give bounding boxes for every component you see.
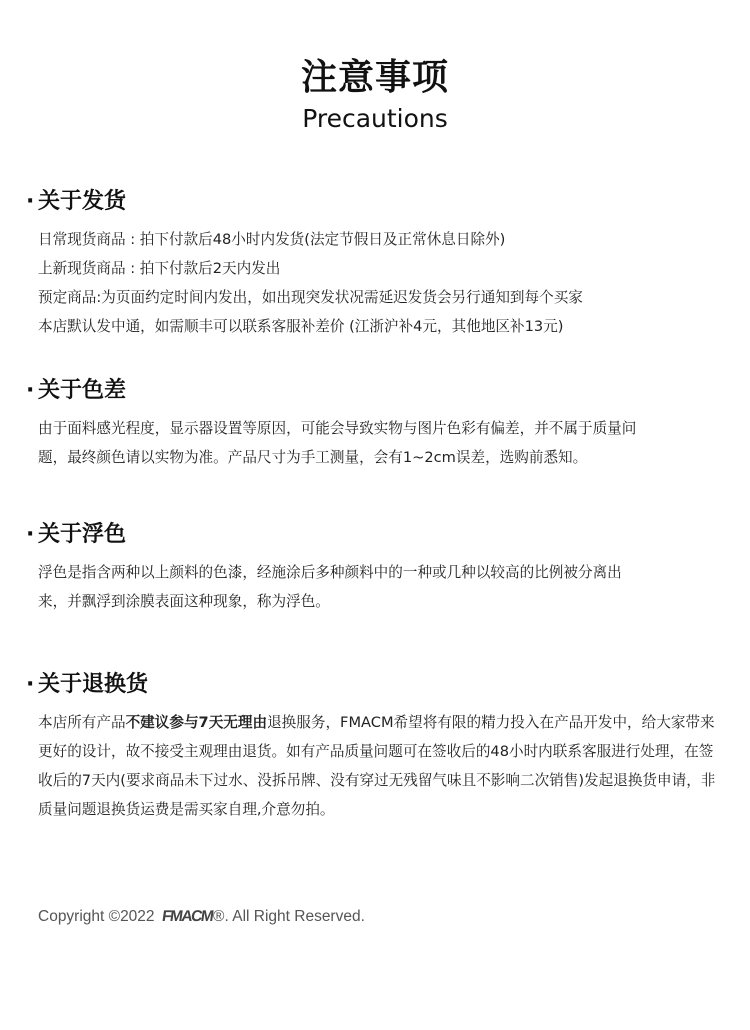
page-header [0, 55, 750, 135]
copyright-suffix: . All Right Reserved. [224, 908, 365, 925]
text-line: 来，并飘浮到涂膜表面这种现象，称为浮色。 [38, 593, 330, 610]
page-title: 注意事项 [300, 57, 449, 98]
section-body [38, 225, 726, 341]
text-line: 由于面料感光程度，显示器设置等原因，可能会导致实物与图片色彩有偏差，并不属于质量问 [38, 420, 637, 437]
section-floating-color [26, 520, 726, 616]
section-heading-shipping [26, 187, 726, 217]
text-line: 上新现货商品 : 拍下付款后2天内发出 [38, 260, 281, 277]
returns-text-before: 本店所有产品 [38, 714, 126, 731]
bullet-dot: · [26, 189, 35, 214]
registered-mark: ® [213, 908, 225, 925]
returns-text-after: 退换服务，FMACM希望将有限的精力投入在产品开发中，给大家带来更好的设计，故不接受主观理由退货。如有产品质量问题可在签收后的48小时内联系客服进行处理，在签收后的7天内(要求商品未下过水、没拆吊牌、没有穿过无残留气味且不影响二次销售)发起退换货申请，非质量问题退换货运费是需买家自理,介意勿拍。 [38, 714, 716, 818]
copyright-footer [38, 908, 365, 926]
brand-logo: FMACM [160, 908, 214, 925]
section-shipping [26, 187, 726, 341]
section-heading-floating-color [26, 520, 726, 550]
section-body [38, 414, 726, 472]
bullet-dot: · [26, 378, 35, 403]
bullet-dot: · [26, 522, 35, 547]
bullet-dot: · [26, 672, 35, 697]
section-title: 关于浮色 [38, 522, 127, 547]
text-line: 浮色是指含两种以上颜料的色漆，经施涂后多种颜料中的一种或几种以较高的比例被分离出 [38, 564, 622, 581]
text-line: 日常现货商品 : 拍下付款后48小时内发货(法定节假日及正常休息日除外) [38, 231, 506, 248]
copyright-prefix: Copyright ©2022 [38, 908, 155, 925]
text-line: 预定商品:为页面约定时间内发出，如出现突发状况需延迟发货会另行通知到每个买家 [38, 289, 583, 306]
returns-paragraph [38, 708, 726, 824]
section-body [38, 708, 726, 824]
page-subtitle: Precautions [302, 104, 448, 133]
text-line: 本店默认发中通，如需顺丰可以联系客服补差价 (江浙沪补4元，其他地区补13元) [38, 318, 564, 335]
section-color-difference [26, 376, 726, 472]
section-title: 关于发货 [38, 189, 127, 214]
text-line: 题，最终颜色请以实物为准。产品尺寸为手工测量，会有1~2cm误差，选购前悉知。 [38, 449, 588, 466]
section-body [38, 558, 726, 616]
returns-text-bold: 不建议参与7天无理由 [125, 714, 268, 731]
section-title: 关于色差 [38, 378, 127, 403]
section-heading-color-difference [26, 376, 726, 406]
section-title: 关于退换货 [38, 672, 149, 697]
section-heading-returns [26, 670, 726, 700]
section-returns [26, 670, 726, 824]
